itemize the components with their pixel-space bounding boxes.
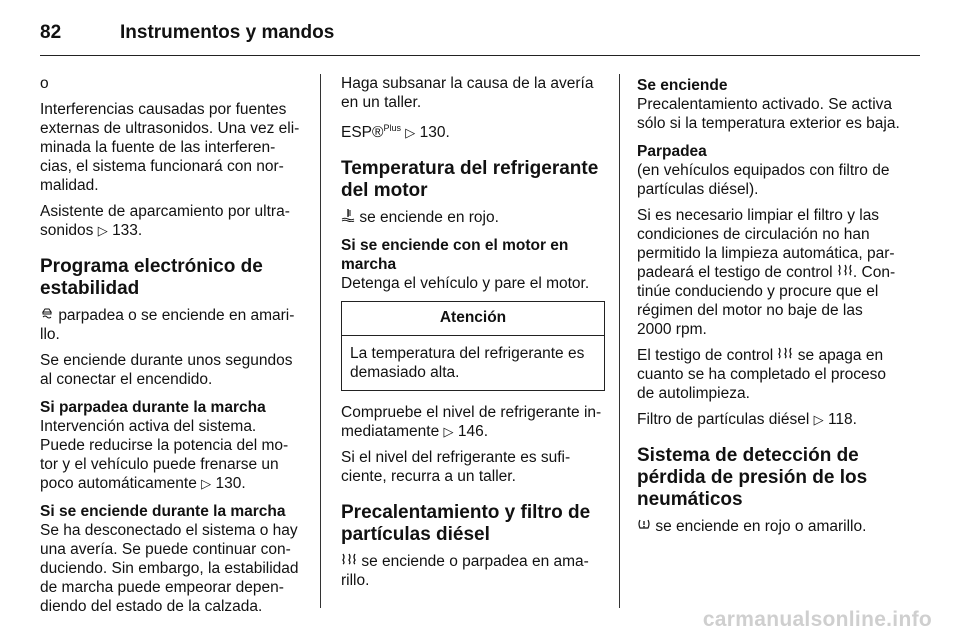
subheading-flash: Parpadea <box>637 143 707 160</box>
paragraph <box>637 517 901 536</box>
paragraph-text: Filtro de partículas diésel <box>637 411 810 428</box>
header-rule <box>40 55 920 56</box>
esp-car-skid-icon <box>40 306 54 325</box>
warning-text: La temperatura del refrigerante es demasiado alta. <box>350 345 585 382</box>
heading-tpms: Sistema de detección de pérdida de presión de los neumáticos <box>637 445 868 510</box>
subheading-blink: Si parpadea durante la marcha <box>40 399 266 416</box>
paragraph: Haga subsanar la causa de la avería en un taller. <box>341 75 594 111</box>
paragraph-text: Compruebe el nivel de refrigerante in- mediatamente <box>341 404 602 441</box>
paragraph-text: Intervención activa del sistema. Puede reducirse la potencia del mo- tor y el vehículo puede frenarse un poco automáticamente <box>40 418 289 492</box>
column-divider-1 <box>320 74 321 608</box>
page-reference: 146. <box>457 423 489 441</box>
paragraph-text: Asistente de aparcamiento por ultra- sonidos <box>40 203 290 239</box>
column-3 <box>637 74 901 543</box>
page-reference: 118. <box>827 411 857 428</box>
page-reference: 130. <box>419 124 450 142</box>
page-reference: 133. <box>112 222 143 239</box>
column-2 <box>341 74 605 597</box>
ref-arrow-icon: ▷ <box>813 412 824 427</box>
glow-plug-icon <box>777 346 793 365</box>
page-header <box>40 16 920 56</box>
warning-title: Atención <box>342 302 604 336</box>
paragraph-text: parpadea o se enciende en amari- llo. <box>40 307 295 343</box>
page-number: 82 <box>40 22 62 43</box>
paragraph <box>40 202 304 240</box>
paragraph-text: El testigo de control <box>637 347 774 364</box>
paragraph: o <box>40 75 49 92</box>
ref-arrow-icon: ▷ <box>97 223 108 238</box>
esp-label: ESP® <box>341 124 384 142</box>
paragraph <box>341 208 605 227</box>
paragraph <box>637 410 901 429</box>
glow-plug-icon <box>837 263 853 282</box>
watermark: carmanualsonline.info <box>702 608 932 631</box>
paragraph-text: se enciende en rojo o amarillo. <box>655 518 867 535</box>
paragraph: Se ha desconectado el sistema o hay una avería. Se puede continuar con- duciendo. Sin embargo, la estabilidad de marcha puede empeorar depen- diendo del estado de la calzada. <box>40 522 299 615</box>
paragraph-text: . Con- tinúe conduciendo y procure que el régimen del motor no baje de las 2000 rpm. <box>637 264 896 338</box>
paragraph <box>40 417 304 493</box>
paragraph-text: se apaga en cuanto se ha completado el proceso de autolimpieza. <box>637 347 887 402</box>
section-title: Instrumentos y mandos <box>120 22 335 43</box>
paragraph: Precalentamiento activado. Se activa sólo si la temperatura exterior es baja. <box>637 96 900 132</box>
ref-arrow-icon: ▷ <box>201 476 212 491</box>
warning-box <box>341 301 605 391</box>
column-1 <box>40 74 304 623</box>
subheading-running: Si se enciende con el motor en marcha <box>341 237 569 274</box>
paragraph <box>341 403 605 441</box>
heading-esp: Programa electrónico de estabilidad <box>40 256 263 299</box>
paragraph: (en vehículos equipados con filtro de partículas diésel). <box>637 162 890 198</box>
paragraph-text: Si es necesario limpiar el filtro y las condiciones de circulación no han permitido la limpieza automática, par- padeará el testigo de control <box>637 207 895 281</box>
paragraph <box>40 306 304 344</box>
paragraph <box>341 552 605 590</box>
page-reference: 130. <box>215 475 246 492</box>
paragraph: Interferencias causadas por fuentes externas de ultrasonidos. Una vez eli- minada la fuente de las interferen- cias, el sistema funcionará con nor- malidad. <box>40 101 300 194</box>
paragraph <box>637 346 901 403</box>
paragraph-text: se enciende o parpadea en ama- rillo. <box>341 553 589 590</box>
paragraph <box>341 119 605 142</box>
tire-pressure-icon <box>637 517 651 536</box>
paragraph: Detenga el vehículo y pare el motor. <box>341 275 590 293</box>
subheading-on: Se enciende <box>637 77 728 94</box>
column-divider-2 <box>619 74 620 608</box>
esp-superscript: Plus <box>383 123 401 133</box>
paragraph <box>637 206 901 339</box>
paragraph: Si el nivel del refrigerante es sufi- ciente, recurra a un taller. <box>341 449 571 486</box>
paragraph: Se enciende durante unos segundos al conectar el encendido. <box>40 352 293 388</box>
paragraph-text: se enciende en rojo. <box>359 209 499 227</box>
ref-arrow-icon: ▷ <box>443 424 454 440</box>
heading-preheat: Precalentamiento y filtro de partículas diésel <box>341 502 591 546</box>
glow-plug-icon <box>341 552 357 571</box>
coolant-temperature-icon <box>341 208 355 227</box>
heading-coolant: Temperatura del refrigerante del motor <box>341 158 599 202</box>
subheading-lit: Si se enciende durante la marcha <box>40 503 286 520</box>
ref-arrow-icon: ▷ <box>405 125 416 141</box>
